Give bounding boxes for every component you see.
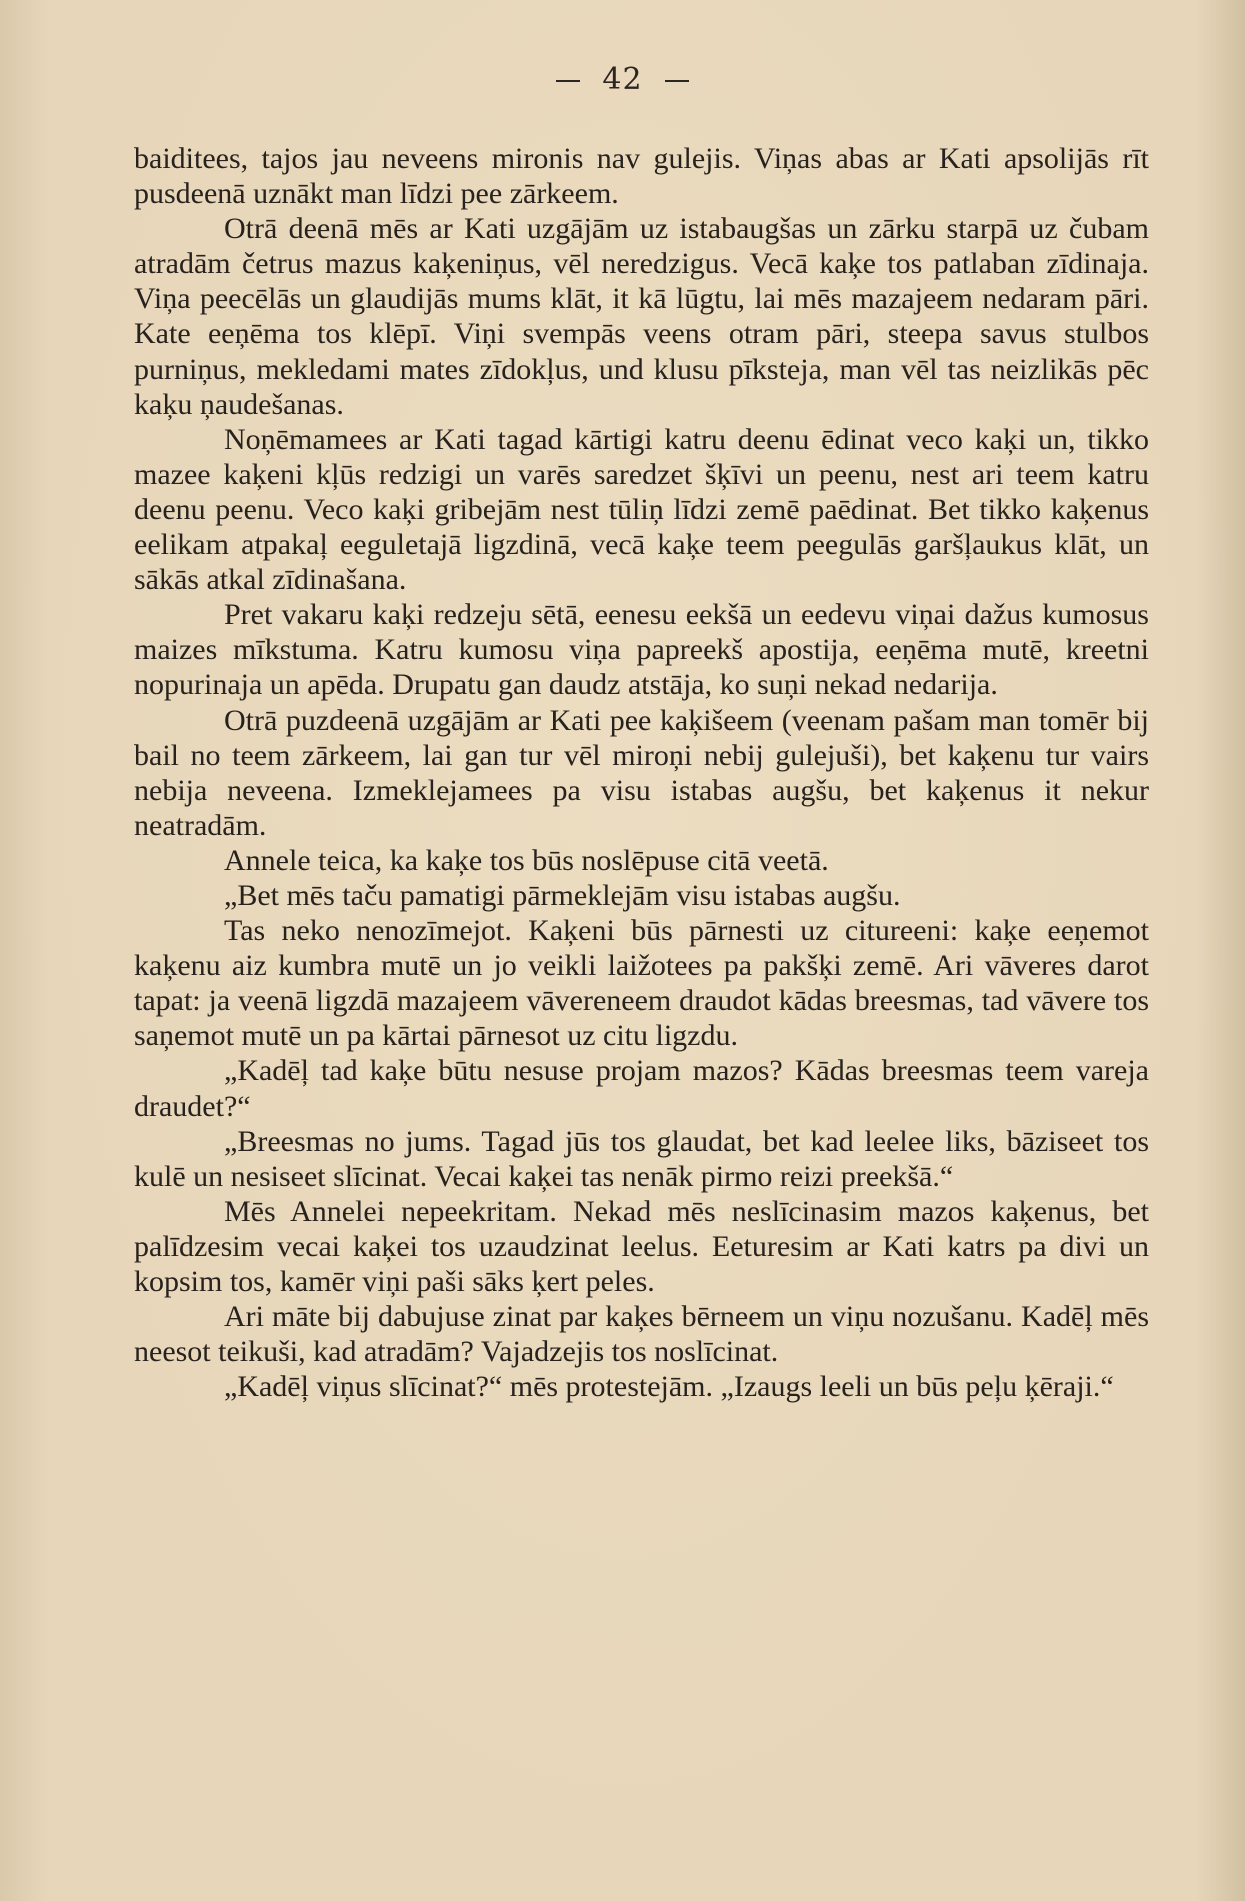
paragraph: Ari māte bij dabujuse zinat par kaķes bērneem un viņu nozušanu. Kadēļ mēs neesot teikuši, kad atradām? Vajadzejis tos noslīcinat. xyxy=(134,1300,1149,1369)
paragraph: baiditees, tajos jau neveens mironis nav gulejis. Viņas abas ar Kati apsolijās rīt pusdeenā uznākt man līdzi pee zārkeem. xyxy=(134,142,1149,211)
paragraph: Tas neko nenozīmejot. Kaķeni būs pārnesti uz citureeni: kaķe eeņemot kaķenu aiz kumbra mutē un jo veikli laižotees pa pakšķi zemē. Ari vāveres darot tapat: ja veenā ligzdā mazajeem vāvereneem draudot kādas breesmas, tad vāvere tos saņemot mutē un pa kārtai pārnesot uz citu ligzdu. xyxy=(134,914,1149,1053)
paragraph: „Breesmas no jums. Tagad jūs tos glaudat, bet kad leelee liks, bāziseet tos kulē un nesiseet slīcinat. Vecai kaķei tas nenāk pirmo reizi preekšā.“ xyxy=(134,1124,1149,1193)
paragraph: Otrā deenā mēs ar Kati uzgājām uz istabaugšas un zārku starpā uz čubam atradām četrus mazus kaķeniņus, vēl neredzigus. Vecā kaķe tos patlaban zīdinaja. Viņa peecēlās un glaudijās mums klāt, it kā lūgtu, lai mēs mazajeem nedaram pāri. Kate eeņēma tos klēpī. Viņi svempās veens otram pāri, steepa savus stulbos purniņus, mekledami mates zīdokļus, und klusu pīksteja, man vēl tas neizlikās pēc kaķu ņaudešanas. xyxy=(134,212,1149,421)
paragraph: „Kadēļ tad kaķe būtu nesuse projam mazos? Kādas breesmas teem vareja draudet?“ xyxy=(134,1054,1149,1123)
body-text xyxy=(134,141,1149,1404)
page-number-dash-right xyxy=(665,80,689,82)
paragraph: „Bet mēs taču pamatigi pārmeklejām visu istabas augšu. xyxy=(224,878,901,912)
paragraph: „Kadēļ viņus slīcinat?“ mēs protestejām. „Izaugs leeli un būs peļu ķēraji.“ xyxy=(224,1370,1114,1404)
page-number-value: 42 xyxy=(602,62,643,97)
page-number xyxy=(0,62,1245,97)
paragraph: Otrā puzdeenā uzgājām ar Kati pee kaķišeem (veenam pašam man tomēr bij bail no teem zārkeem, lai gan tur vēl miroņi nebij gulejuši), bet kaķenu tur vairs nebija neveena. Izmeklejamees pa visu istabas augšu, bet kaķenus it nekur neatradām. xyxy=(134,703,1149,842)
paragraph: Mēs Annelei nepeekritam. Nekad mēs neslīcinasim mazos kaķenus, bet palīdzesim vecai kaķei tos uzaudzinat leelus. Eeturesim ar Kati katrs pa divi un kopsim tos, kamēr viņi paši sāks ķert peles. xyxy=(134,1194,1149,1298)
paragraph: Noņēmamees ar Kati tagad kārtigi katru deenu ēdinat veco kaķi un, tikko mazee kaķeni kļūs redzigi un varēs saredzet šķīvi un peenu, nest ari teem katru deenu peenu. Veco kaķi gribejām nest tūliņ līdzi zemē paēdinat. Bet tikko kaķenus eelikam atpakaļ eeguletajā ligzdinā, vecā kaķe teem peegulās garšļaukus klāt, un sākās atkal zīdinašana. xyxy=(134,422,1149,597)
paragraph: Annele teica, ka kaķe tos būs noslēpuse citā veetā. xyxy=(224,843,829,877)
paragraph: Pret vakaru kaķi redzeju sētā, eenesu eekšā un eedevu viņai dažus kumosus maizes mīkstuma. Katru kumosu viņa papreekš apostija, eeņēma mutē, kreetni nopurinaja un apēda. Drupatu gan daudz atstāja, ko suņi nekad nedarija. xyxy=(134,598,1149,702)
page-number-dash-left xyxy=(556,80,580,82)
